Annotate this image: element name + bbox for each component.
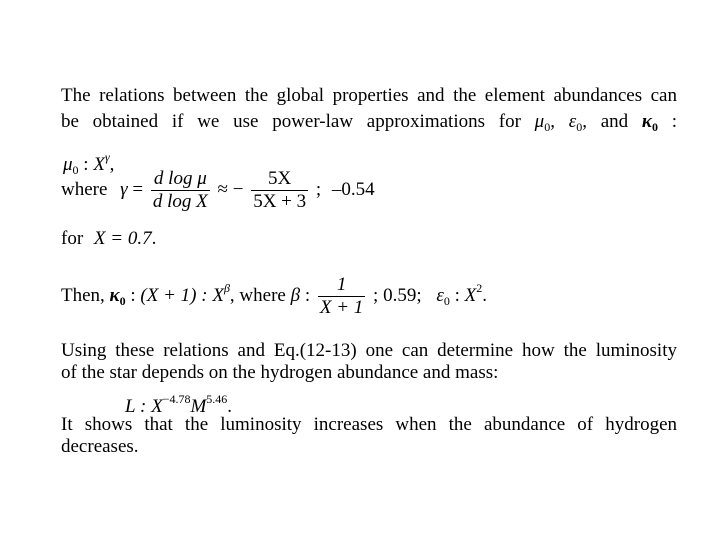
fraction-5x: $\frac{5X}{5X + 3}$: [253, 168, 307, 212]
paragraph-2-line-2: of the star depends on the hydrogen abundance and mass:: [61, 362, 499, 383]
equation-mu: $\mu_0$ : $X^\gamma$,: [63, 150, 115, 177]
intro-line-2: be obtained if we use power-law approximations for $\mu_0$, $\varepsilon_0$, and $\kappa_0$ :: [61, 111, 677, 134]
intro-line-2-text: be obtained if we use power-law approximations for: [61, 111, 521, 132]
epsilon-symbol: ε: [568, 111, 577, 132]
fraction-beta: $\frac{1}{X + 1}$: [319, 274, 364, 318]
equation-luminosity: L : $X^{-4.78}M^{5.46}$.: [125, 392, 233, 417]
fraction-dlog: $\frac{\text{d log μ}}{\text{d log X}}$: [152, 168, 208, 212]
equation-gamma: where γ = $\frac{\text{d log μ}}{\text{d log X}}$ ≈ − $\frac{5X}{5X + 3}$ ; –0.54: [61, 168, 375, 212]
kappa-symbol: κ: [641, 111, 652, 132]
condition-x: for X = 0.7.: [61, 228, 157, 249]
mu-symbol: μ: [534, 111, 545, 132]
paragraph-2-line-1: Using these relations and Eq.(12-13) one can determine how the luminosity: [61, 340, 677, 361]
paragraph-3-line-1: It shows that the luminosity increases when the abundance of hydrogen: [61, 414, 677, 435]
intro-line-1: The relations between the global properties and the element abundances can: [61, 85, 677, 106]
equation-kappa: Then, $\kappa_0$ : (X + 1) : $X^\beta$, where β : $\frac{1}{X + 1}$ ; 0.59; $\varepsilon_0$ : $X^2$.: [61, 274, 487, 318]
paragraph-3-line-2: decreases.: [61, 436, 139, 457]
